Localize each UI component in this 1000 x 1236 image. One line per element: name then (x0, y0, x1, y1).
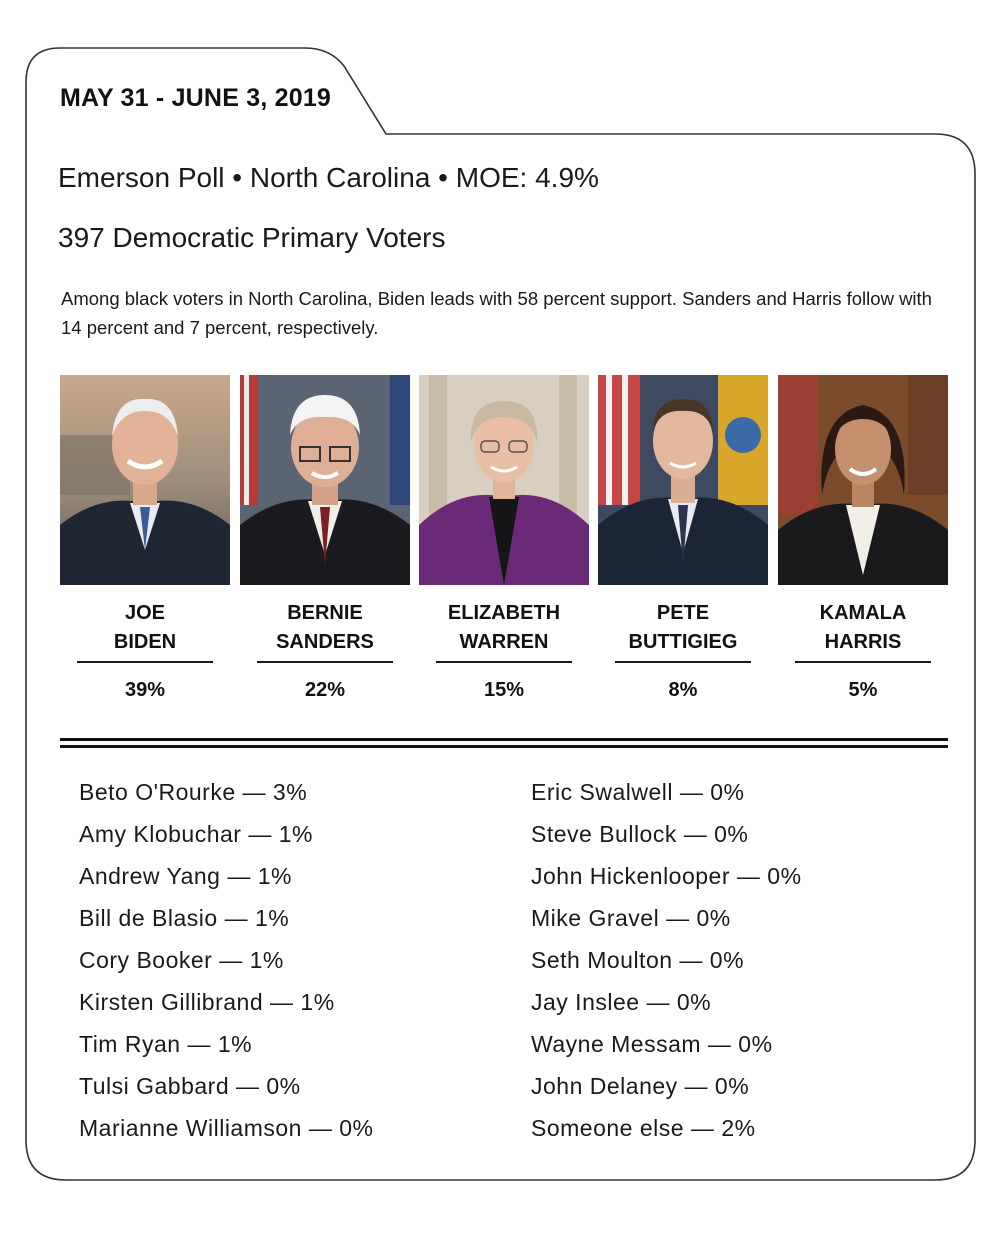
list-item: John Delaney — 0% (531, 1073, 750, 1099)
candidate-name-biden: JOE BIDEN (113, 602, 177, 653)
candidate-percent-harris: 5% (848, 679, 878, 701)
candidate-divider (77, 661, 213, 663)
candidate-percent-biden: 39% (124, 679, 166, 701)
candidate-divider (615, 661, 751, 663)
sample-size: 397 Democratic Primary Voters (58, 222, 446, 253)
candidate-name-buttigieg: PETE BUTTIGIEG (628, 602, 738, 653)
list-item: Eric Swalwell — 0% (531, 779, 745, 805)
candidate-name-harris: KAMALA HARRIS (819, 602, 907, 653)
candidate-photo-buttigieg (598, 375, 768, 585)
list-item: Amy Klobuchar — 1% (79, 821, 313, 847)
list-item: Wayne Messam — 0% (531, 1031, 773, 1057)
candidate-percent-warren: 15% (483, 679, 525, 701)
list-item: Cory Booker — 1% (79, 947, 284, 973)
poll-info: Emerson Poll • North Carolina • MOE: 4.9% (58, 162, 599, 193)
list-item: Tulsi Gabbard — 0% (79, 1073, 301, 1099)
candidate-photo-biden (60, 375, 230, 585)
list-item: Jay Inslee — 0% (531, 989, 712, 1015)
double-rule-bottom (60, 745, 948, 748)
candidate-divider (257, 661, 393, 663)
list-item: John Hickenlooper — 0% (531, 863, 802, 889)
poll-description: Among black voters in North Carolina, Biden leads with 58 percent support. Sanders and Harris follow with 14 percent and 7 percent, respectively. (61, 288, 932, 338)
list-item: Tim Ryan — 1% (79, 1031, 253, 1057)
list-item: Mike Gravel — 0% (531, 905, 731, 931)
list-item: Beto O'Rourke — 3% (79, 779, 308, 805)
list-item: Steve Bullock — 0% (531, 821, 749, 847)
list-item: Someone else — 2% (531, 1115, 756, 1141)
candidate-percent-sanders: 22% (304, 679, 346, 701)
candidate-name-warren: ELIZABETH WARREN (447, 602, 561, 653)
candidate-percent-buttigieg: 8% (668, 679, 698, 701)
candidate-divider (436, 661, 572, 663)
double-rule-top (60, 738, 948, 741)
candidate-photo-harris (778, 375, 948, 585)
list-item: Bill de Blasio — 1% (79, 905, 290, 931)
list-item: Seth Moulton — 0% (531, 947, 745, 973)
candidate-divider (795, 661, 931, 663)
other-candidates-right (531, 776, 802, 1154)
list-item: Kirsten Gillibrand — 1% (79, 989, 335, 1015)
candidate-photo-warren (419, 375, 589, 585)
list-item: Andrew Yang — 1% (79, 863, 292, 889)
other-candidates-left (79, 776, 373, 1154)
candidate-photo-sanders (240, 375, 410, 585)
list-item: Marianne Williamson — 0% (79, 1115, 374, 1141)
poll-date: MAY 31 - JUNE 3, 2019 (60, 84, 332, 112)
candidate-name-sanders: BERNIE SANDERS (276, 602, 374, 653)
